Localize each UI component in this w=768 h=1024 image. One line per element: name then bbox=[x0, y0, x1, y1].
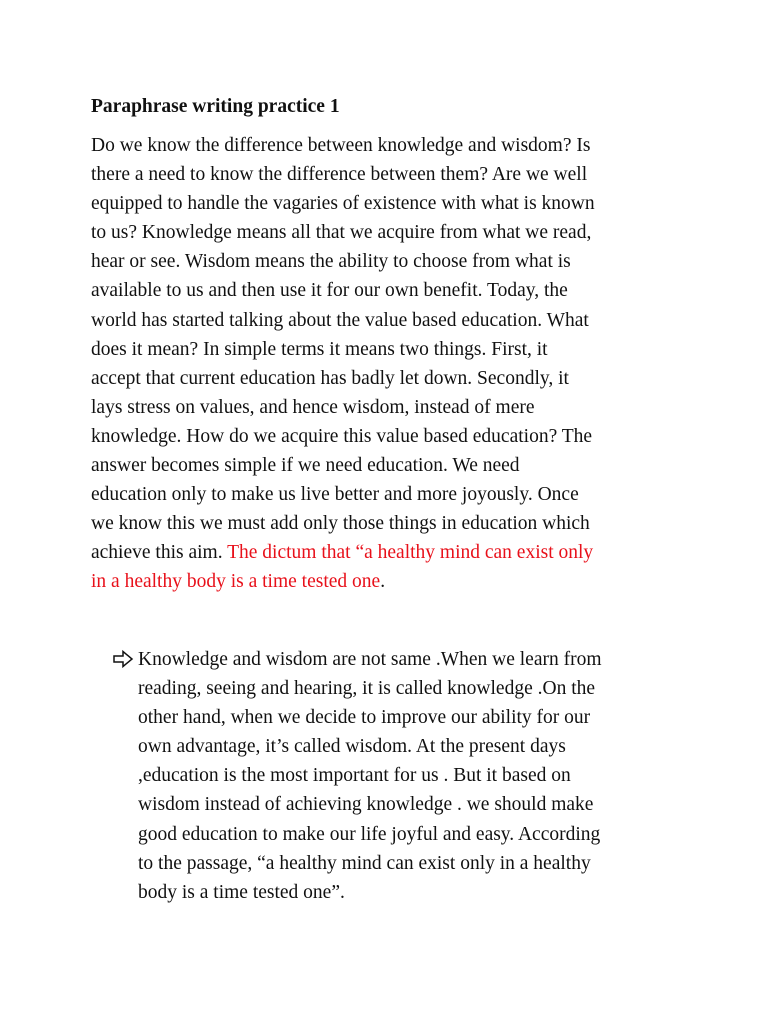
passage-line: accept that current education has badly let down. Secondly, it bbox=[91, 367, 569, 389]
highlighted-quote: in a healthy body is a time tested one bbox=[91, 571, 381, 593]
paraphrase-line: good education to make our life joyful and easy. According bbox=[138, 823, 601, 845]
highlighted-quote: The dictum that “a healthy mind can exist only bbox=[227, 542, 594, 564]
passage-line: answer becomes simple if we need education. We need bbox=[91, 455, 520, 477]
paraphrase-text bbox=[138, 645, 708, 907]
passage-line: does it mean? In simple terms it means two things. First, it bbox=[91, 338, 548, 360]
paraphrase-line: to the passage, “a healthy mind can exist only in a healthy bbox=[138, 852, 591, 874]
document-title: Paraphrase writing practice 1 bbox=[91, 96, 340, 117]
passage-line bbox=[91, 538, 691, 567]
paraphrase-line: ,education is the most important for us . But it based on bbox=[138, 765, 571, 787]
passage-line: hear or see. Wisdom means the ability to choose from what is bbox=[91, 251, 571, 273]
paraphrase-line: other hand, when we decide to improve our ability for our bbox=[138, 707, 591, 729]
passage-line: there a need to know the difference between them? Are we well bbox=[91, 164, 588, 186]
passage-line: we know this we must add only those things in education which bbox=[91, 513, 590, 535]
passage-text: achieve this aim. bbox=[91, 542, 228, 564]
passage-line: Do we know the difference between knowledge and wisdom? Is bbox=[91, 135, 591, 156]
original-passage bbox=[91, 131, 691, 597]
paraphrase-line: wisdom instead of achieving knowledge . we should make bbox=[138, 794, 594, 816]
passage-line: knowledge. How do we acquire this value based education? The bbox=[91, 425, 593, 447]
passage-line: to us? Knowledge means all that we acquire from what we read, bbox=[91, 222, 592, 244]
paraphrase-line: reading, seeing and hearing, it is called knowledge .On the bbox=[138, 678, 596, 700]
passage-line: equipped to handle the vagaries of existence with what is known bbox=[91, 193, 595, 215]
paraphrase-line: body is a time tested one”. bbox=[138, 881, 345, 903]
passage-line: lays stress on values, and hence wisdom, instead of mere bbox=[91, 396, 535, 418]
passage-line: available to us and then use it for our own benefit. Today, the bbox=[91, 280, 568, 302]
paraphrase-line: own advantage, it’s called wisdom. At the present days bbox=[138, 736, 566, 758]
paraphrase-line: Knowledge and wisdom are not same .When we learn from bbox=[138, 649, 602, 670]
right-arrow-outline-icon bbox=[112, 649, 134, 669]
passage-line: world has started talking about the value based education. What bbox=[91, 309, 589, 331]
passage-text: . bbox=[380, 571, 386, 593]
passage-line: education only to make us live better and more joyously. Once bbox=[91, 484, 579, 506]
passage-line bbox=[91, 567, 691, 596]
